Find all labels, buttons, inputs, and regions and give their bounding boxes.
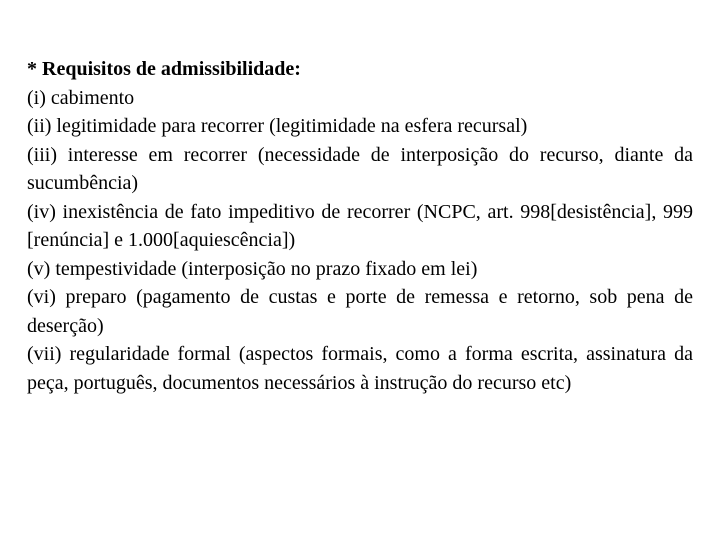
- list-item-vii: (vii) regularidade formal (aspectos formais, como a forma escrita, assinatura da peça, português, documentos necessários à instrução do recurso etc): [27, 343, 693, 394]
- list-item-i: (i) cabimento: [27, 86, 135, 109]
- list-item-iv: (iv) inexistência de fato impeditivo de recorrer (NCPC, art. 998[desistência], 999 [renúncia] e 1.000[aquiescência]): [27, 200, 693, 251]
- section-heading: * Requisitos de admissibilidade:: [27, 58, 301, 80]
- document-body: [27, 55, 693, 397]
- list-item-v: (v) tempestividade (interposição no prazo fixado em lei): [27, 257, 478, 280]
- list-item-iii: (iii) interesse em recorrer (necessidade de interposição do recurso, diante da sucumbência): [27, 143, 693, 194]
- list-item-vi: (vi) preparo (pagamento de custas e porte de remessa e retorno, sob pena de deserção): [27, 286, 693, 337]
- list-item-ii: (ii) legitimidade para recorrer (legitimidade na esfera recursal): [27, 115, 528, 137]
